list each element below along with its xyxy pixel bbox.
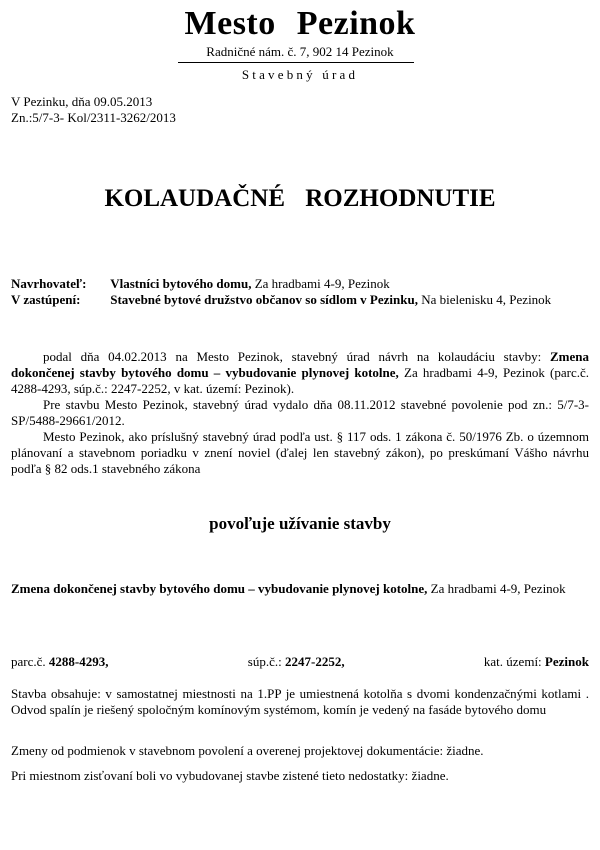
- paragraph-permit: Pre stavbu Mesto Pezinok, stavebný úrad vydalo dňa 08.11.2012 stavebné povolenie pod zn.: 5/7-3-SP/5488-29661/2012.: [11, 397, 589, 428]
- paragraph-contents: Stavba obsahuje: v samostatnej miestnosti na 1.PP je umiestnená kotolňa s dvomi kondenzačnými kotlami . Odvod spalín je riešený spoločným komínovým systémom, komín je vedený na fasáde bytového domu: [11, 686, 589, 717]
- representative-label: V zastúpení:: [11, 292, 81, 307]
- cadastral-label: kat. území:: [483, 654, 542, 669]
- parcel-value: 4288-4293,: [48, 654, 109, 669]
- document-title: KOLAUDAČNÉ ROZHODNUTIE: [104, 185, 496, 212]
- applicant-name: Vlastníci bytového domu,: [110, 276, 252, 291]
- construction-address: Za hradbami 4-9, Pezinok: [430, 581, 566, 596]
- parcel-number: [11, 654, 108, 670]
- cadastral-area: [484, 654, 589, 670]
- decision-heading: povoľuje užívanie stavby: [209, 514, 391, 533]
- construction-name: Zmena dokončenej stavby bytového domu – vybudovanie plynovej kotolne,: [11, 581, 428, 596]
- applicant-address: Za hradbami 4-9, Pezinok: [254, 276, 390, 291]
- header-divider: [178, 62, 414, 63]
- representative-name: Stavebné bytové družstvo občanov so sídlom v Pezinku,: [110, 292, 418, 307]
- city-address: Radničné nám. č. 7, 902 14 Pezinok: [206, 44, 394, 59]
- parcel-info-row: [11, 654, 589, 670]
- registry-label: súp.č.:: [247, 654, 282, 669]
- representative-line: [11, 292, 589, 308]
- applicant-line: [11, 276, 589, 292]
- reference-number: Zn.:5/7-3- Kol/2311-3262/2013: [11, 110, 176, 125]
- application-construction-name: Zmena dokončenej stavby bytového domu – vybudovanie plynovej kotolne,: [11, 349, 589, 380]
- registry-value: 2247-2252,: [285, 654, 345, 669]
- paragraph-changes: Zmeny od podmienok v stavebnom povolení a overenej projektovej dokumentácie: žiadne.: [11, 743, 484, 758]
- application-text: podal dňa 04.02.2013 na Mesto Pezinok, stavebný úrad návrh na kolaudáciu stavby:: [43, 349, 542, 364]
- paragraph-application: [11, 349, 589, 397]
- paragraph-deficiencies: Pri miestnom zisťovaní boli vo vybudovanej stavbe zistené tieto nedostatky: žiadne.: [11, 768, 449, 783]
- construction-line: [11, 581, 589, 597]
- office-name: Stavebný úrad: [241, 67, 359, 82]
- representative-address: Na bielenisku 4, Pezinok: [421, 292, 552, 307]
- paragraph-authority: Mesto Pezinok, ako príslušný stavebný úrad podľa ust. § 117 ods. 1 zákona č. 50/1976 Zb. o územnom plánovaní a stavebnom poriadku v znení noviel (ďalej len stavebný zákon), po preskúmaní Vášho návrhu podľa § 82 ods.1 stavebného zákona: [11, 429, 589, 476]
- date-line: V Pezinku, dňa 09.05.2013: [11, 94, 153, 109]
- city-title: Mesto Pezinok: [184, 5, 416, 42]
- cadastral-value: Pezinok: [544, 654, 589, 669]
- registry-number: [248, 654, 345, 670]
- parcel-label: parc.č.: [11, 654, 46, 669]
- application-construction-details: Za hradbami 4-9, Pezinok (parc.č. 4288-4293, súp.č.: 2247-2252, v kat. území: Pezinok).: [11, 365, 590, 396]
- applicant-label: Navrhovateľ:: [11, 276, 87, 291]
